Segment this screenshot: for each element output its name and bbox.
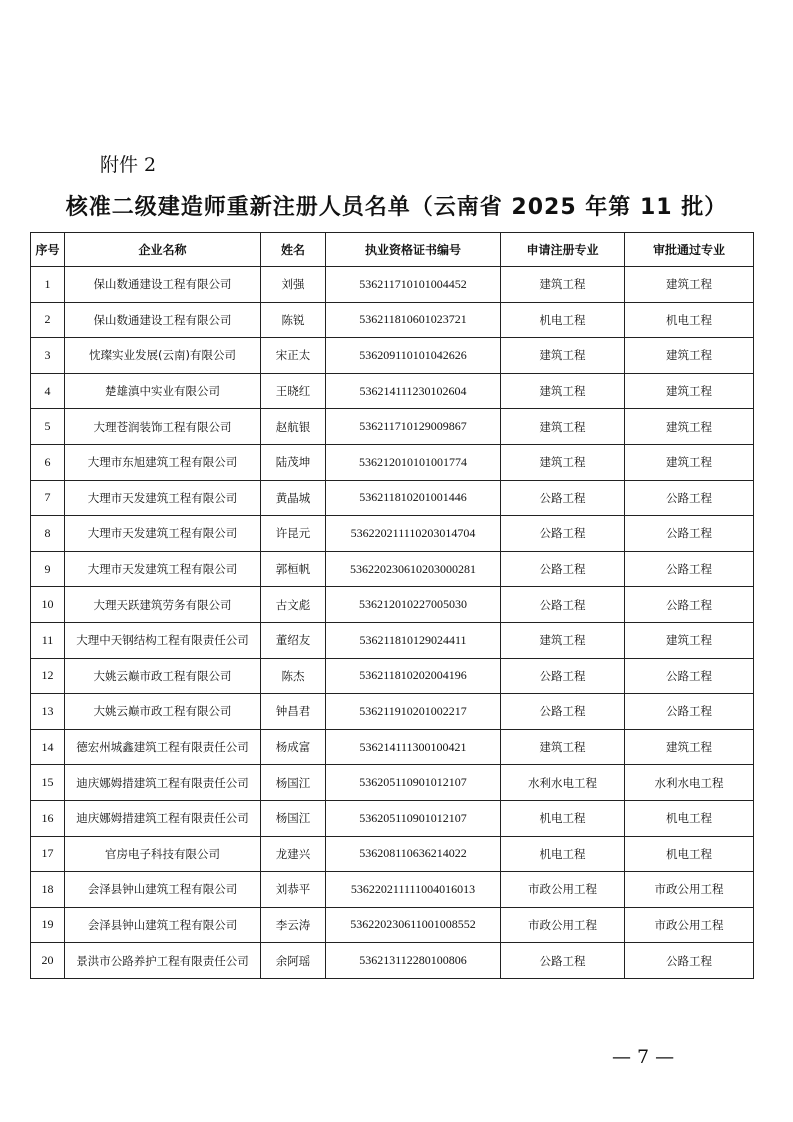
table-row xyxy=(31,480,754,516)
cell-cert-no: 536211810201001446 xyxy=(326,480,501,516)
cell-seq: 16 xyxy=(31,800,65,836)
cell-seq: 10 xyxy=(31,587,65,623)
cell-approved-major: 机电工程 xyxy=(625,302,754,338)
cell-cert-no: 536212010101001774 xyxy=(326,444,501,480)
header-name: 姓名 xyxy=(261,233,326,267)
cell-name: 董绍友 xyxy=(261,622,326,658)
table-row xyxy=(31,800,754,836)
table-row xyxy=(31,551,754,587)
cell-approved-major: 市政公用工程 xyxy=(625,872,754,908)
cell-applied-major: 机电工程 xyxy=(501,302,625,338)
cell-cert-no: 536208110636214022 xyxy=(326,836,501,872)
cell-name: 龙建兴 xyxy=(261,836,326,872)
cell-cert-no: 536220230611001008552 xyxy=(326,907,501,943)
cell-name: 杨国江 xyxy=(261,800,326,836)
cell-approved-major: 公路工程 xyxy=(625,587,754,623)
table-row xyxy=(31,267,754,303)
cell-approved-major: 建筑工程 xyxy=(625,729,754,765)
cell-company: 大理市东旭建筑工程有限公司 xyxy=(65,444,261,480)
table-row xyxy=(31,658,754,694)
cell-cert-no: 536211810129024411 xyxy=(326,622,501,658)
table-header-row xyxy=(31,233,754,267)
cell-company: 大理苍润装饰工程有限公司 xyxy=(65,409,261,445)
cell-company: 会泽县钟山建筑工程有限公司 xyxy=(65,872,261,908)
cell-applied-major: 建筑工程 xyxy=(501,444,625,480)
cell-name: 郭桓帆 xyxy=(261,551,326,587)
cell-applied-major: 机电工程 xyxy=(501,836,625,872)
cell-company: 大理市天发建筑工程有限公司 xyxy=(65,516,261,552)
cell-approved-major: 市政公用工程 xyxy=(625,907,754,943)
cell-applied-major: 建筑工程 xyxy=(501,267,625,303)
header-company: 企业名称 xyxy=(65,233,261,267)
table-row xyxy=(31,765,754,801)
cell-name: 王晓红 xyxy=(261,373,326,409)
cell-applied-major: 建筑工程 xyxy=(501,409,625,445)
table-row xyxy=(31,622,754,658)
cell-name: 余阿瑶 xyxy=(261,943,326,979)
cell-name: 许昆元 xyxy=(261,516,326,552)
cell-cert-no: 536209110101042626 xyxy=(326,338,501,374)
cell-approved-major: 公路工程 xyxy=(625,658,754,694)
table-row xyxy=(31,516,754,552)
cell-cert-no: 536212010227005030 xyxy=(326,587,501,623)
cell-cert-no: 536211710101004452 xyxy=(326,267,501,303)
cell-approved-major: 水利水电工程 xyxy=(625,765,754,801)
annex-label: 附件 2 xyxy=(100,154,157,176)
table-row xyxy=(31,836,754,872)
table-row xyxy=(31,302,754,338)
cell-company: 迪庆娜姆措建筑工程有限责任公司 xyxy=(65,800,261,836)
table-row xyxy=(31,444,754,480)
cell-company: 大姚云巅市政工程有限公司 xyxy=(65,694,261,730)
cell-name: 杨国江 xyxy=(261,765,326,801)
cell-cert-no: 536211810601023721 xyxy=(326,302,501,338)
cell-company: 大理市天发建筑工程有限公司 xyxy=(65,551,261,587)
table-row xyxy=(31,409,754,445)
cell-seq: 3 xyxy=(31,338,65,374)
cell-name: 钟昌君 xyxy=(261,694,326,730)
cell-applied-major: 公路工程 xyxy=(501,694,625,730)
cell-cert-no: 536211710129009867 xyxy=(326,409,501,445)
cell-approved-major: 建筑工程 xyxy=(625,267,754,303)
cell-applied-major: 公路工程 xyxy=(501,658,625,694)
cell-applied-major: 机电工程 xyxy=(501,800,625,836)
cell-approved-major: 机电工程 xyxy=(625,800,754,836)
cell-applied-major: 市政公用工程 xyxy=(501,907,625,943)
cell-company: 会泽县钟山建筑工程有限公司 xyxy=(65,907,261,943)
cell-name: 陈锐 xyxy=(261,302,326,338)
cell-applied-major: 建筑工程 xyxy=(501,338,625,374)
cell-name: 古文彪 xyxy=(261,587,326,623)
cell-cert-no: 536205110901012107 xyxy=(326,765,501,801)
cell-cert-no: 536213112280100806 xyxy=(326,943,501,979)
cell-applied-major: 建筑工程 xyxy=(501,373,625,409)
cell-company: 德宏州城鑫建筑工程有限责任公司 xyxy=(65,729,261,765)
cell-cert-no: 536220211111004016013 xyxy=(326,872,501,908)
cell-applied-major: 公路工程 xyxy=(501,587,625,623)
cell-seq: 5 xyxy=(31,409,65,445)
document-title: 核准二级建造师重新注册人员名单（云南省 2025 年第 11 批） xyxy=(65,195,728,220)
table-row xyxy=(31,943,754,979)
cell-seq: 7 xyxy=(31,480,65,516)
cell-company: 保山数通建设工程有限公司 xyxy=(65,267,261,303)
cell-name: 杨成富 xyxy=(261,729,326,765)
cell-applied-major: 公路工程 xyxy=(501,551,625,587)
cell-cert-no: 536220230610203000281 xyxy=(326,551,501,587)
cell-cert-no: 536211810202004196 xyxy=(326,658,501,694)
cell-company: 官房电子科技有限公司 xyxy=(65,836,261,872)
cell-approved-major: 公路工程 xyxy=(625,516,754,552)
registration-table xyxy=(30,232,754,979)
cell-applied-major: 公路工程 xyxy=(501,516,625,552)
cell-seq: 8 xyxy=(31,516,65,552)
cell-cert-no: 53622021111020301470​4 xyxy=(326,516,501,552)
cell-approved-major: 公路工程 xyxy=(625,480,754,516)
table-row xyxy=(31,587,754,623)
cell-applied-major: 建筑工程 xyxy=(501,622,625,658)
cell-seq: 14 xyxy=(31,729,65,765)
cell-seq: 1 xyxy=(31,267,65,303)
table-body xyxy=(31,267,754,979)
cell-company: 忱璨实业发展(云南)有限公司 xyxy=(65,338,261,374)
cell-seq: 20 xyxy=(31,943,65,979)
cell-seq: 18 xyxy=(31,872,65,908)
cell-name: 李云涛 xyxy=(261,907,326,943)
table-row xyxy=(31,729,754,765)
cell-applied-major: 水利水电工程 xyxy=(501,765,625,801)
cell-approved-major: 公路工程 xyxy=(625,694,754,730)
cell-approved-major: 建筑工程 xyxy=(625,444,754,480)
cell-company: 大理市天发建筑工程有限公司 xyxy=(65,480,261,516)
cell-name: 陆茂坤 xyxy=(261,444,326,480)
table-row xyxy=(31,872,754,908)
cell-name: 刘强 xyxy=(261,267,326,303)
cell-company: 景洪市公路养护工程有限责任公司 xyxy=(65,943,261,979)
cell-seq: 13 xyxy=(31,694,65,730)
cell-cert-no: 536214111230102604 xyxy=(326,373,501,409)
cell-company: 大理中天钢结构工程有限责任公司 xyxy=(65,622,261,658)
cell-company: 保山数通建设工程有限公司 xyxy=(65,302,261,338)
table-row xyxy=(31,907,754,943)
cell-seq: 19 xyxy=(31,907,65,943)
cell-approved-major: 机电工程 xyxy=(625,836,754,872)
cell-seq: 17 xyxy=(31,836,65,872)
cell-company: 楚雄滇中实业有限公司 xyxy=(65,373,261,409)
cell-approved-major: 公路工程 xyxy=(625,551,754,587)
cell-company: 迪庆娜姆措建筑工程有限责任公司 xyxy=(65,765,261,801)
cell-name: 刘恭平 xyxy=(261,872,326,908)
cell-seq: 11 xyxy=(31,622,65,658)
cell-applied-major: 公路工程 xyxy=(501,480,625,516)
cell-name: 黄晶城 xyxy=(261,480,326,516)
header-seq: 序号 xyxy=(31,233,65,267)
table-row xyxy=(31,694,754,730)
cell-seq: 2 xyxy=(31,302,65,338)
cell-cert-no: 536214111300100421 xyxy=(326,729,501,765)
cell-cert-no: 536205110901012107 xyxy=(326,800,501,836)
cell-company: 大理天跃建筑劳务有限公司 xyxy=(65,587,261,623)
table-row xyxy=(31,373,754,409)
cell-seq: 4 xyxy=(31,373,65,409)
cell-seq: 12 xyxy=(31,658,65,694)
cell-approved-major: 建筑工程 xyxy=(625,338,754,374)
page-number: — 7 — xyxy=(612,1046,675,1068)
cell-approved-major: 建筑工程 xyxy=(625,409,754,445)
header-cert-no: 执业资格证书编号 xyxy=(326,233,501,267)
cell-seq: 9 xyxy=(31,551,65,587)
cell-applied-major: 市政公用工程 xyxy=(501,872,625,908)
cell-seq: 6 xyxy=(31,444,65,480)
table-row xyxy=(31,338,754,374)
cell-cert-no: 536211910201002217 xyxy=(326,694,501,730)
header-approved-major: 审批通过专业 xyxy=(625,233,754,267)
cell-applied-major: 建筑工程 xyxy=(501,729,625,765)
cell-name: 赵航银 xyxy=(261,409,326,445)
cell-seq: 15 xyxy=(31,765,65,801)
cell-applied-major: 公路工程 xyxy=(501,943,625,979)
cell-approved-major: 公路工程 xyxy=(625,943,754,979)
cell-company: 大姚云巅市政工程有限公司 xyxy=(65,658,261,694)
header-applied-major: 申请注册专业 xyxy=(501,233,625,267)
cell-name: 陈杰 xyxy=(261,658,326,694)
cell-approved-major: 建筑工程 xyxy=(625,622,754,658)
cell-approved-major: 建筑工程 xyxy=(625,373,754,409)
cell-name: 宋正太 xyxy=(261,338,326,374)
